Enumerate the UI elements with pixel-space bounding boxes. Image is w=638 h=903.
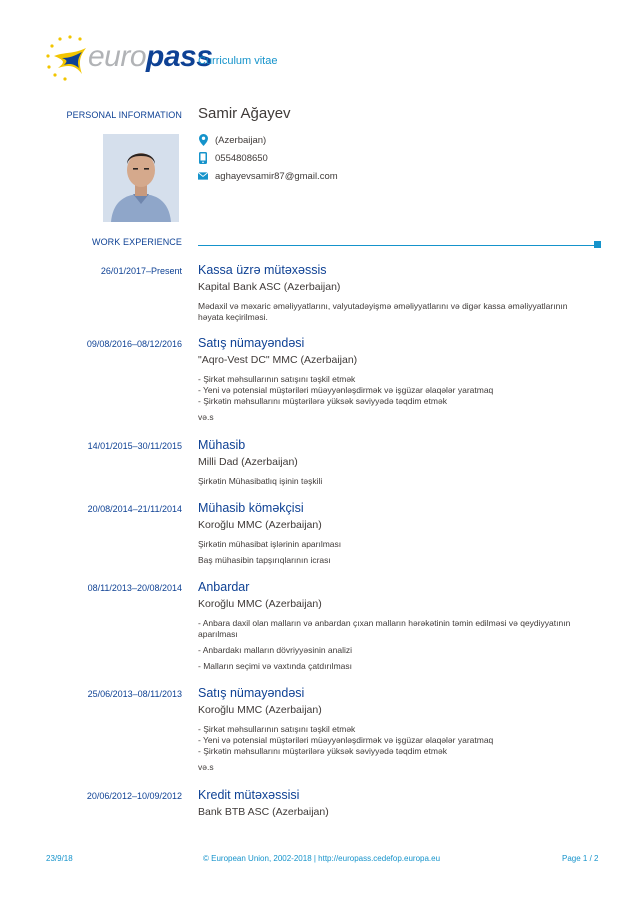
entry-date: 14/01/2015–30/11/2015 bbox=[87, 441, 182, 451]
section-divider-marker bbox=[594, 241, 601, 248]
logo-pass-text: pass bbox=[146, 40, 213, 73]
personal-information-label: PERSONAL INFORMATION bbox=[66, 110, 182, 120]
document-title: Curriculum vitae bbox=[198, 55, 278, 67]
europass-wordmark bbox=[88, 40, 212, 74]
profile-photo bbox=[103, 134, 179, 222]
desc-line: Şirkətin Mühasibatlıq işinin təşkili bbox=[198, 476, 323, 486]
footer-date: 23/9/18 bbox=[46, 854, 73, 863]
desc-line: Mədaxil və məxaric əməliyyatlarını, valyutadəyişmə əməliyyatlarını və digər kassa əməliyyatlarının bbox=[198, 301, 568, 311]
entry-date: 26/01/2017–Present bbox=[100, 266, 182, 276]
phone-text: 0554808650 bbox=[215, 152, 268, 164]
entry-date: 08/11/2013–20/08/2014 bbox=[87, 583, 182, 593]
entry-title: Kassa üzrə mütəxəssis bbox=[198, 263, 327, 277]
desc-line: - Yeni və potensial müştəriləri müəyyənləşdirmək və işgüzar əlaqələr yaratmaq bbox=[198, 735, 494, 745]
desc-line: Baş mühasibin tapşırıqlarının icrası bbox=[198, 555, 331, 565]
person-name: Samir Ağayev bbox=[198, 105, 291, 122]
entry-employer: Kapital Bank ASC (Azerbaijan) bbox=[198, 281, 341, 293]
desc-line: həyata keçirilməsi. bbox=[198, 312, 268, 322]
desc-line: - Malların seçimi və vaxtında çatdırılması bbox=[198, 661, 352, 671]
entry-date: 20/08/2014–21/11/2014 bbox=[87, 504, 182, 514]
work-experience-label: WORK EXPERIENCE bbox=[91, 237, 182, 247]
entry-employer: Koroğlu MMC (Azerbaijan) bbox=[198, 598, 322, 610]
entry-date: 09/08/2016–08/12/2016 bbox=[86, 339, 182, 349]
entry-employer: Bank BTB ASC (Azerbaijan) bbox=[198, 806, 329, 818]
desc-line: və.s bbox=[198, 412, 214, 422]
entry-date: 20/06/2012–10/09/2012 bbox=[86, 791, 182, 801]
desc-line: - Anbardakı malların dövriyyəsinin analizi bbox=[198, 645, 353, 655]
desc-line: və.s bbox=[198, 762, 214, 772]
desc-line: - Anbara daxil olan malların və anbardan çıxan malların hərəkətinin təmin edilməsi və qeydiyyatının bbox=[198, 618, 571, 628]
europass-logo bbox=[44, 34, 213, 82]
section-divider bbox=[198, 245, 594, 246]
email-text[interactable]: aghayevsamir87@gmail.com bbox=[215, 170, 338, 182]
phone-row bbox=[198, 152, 268, 164]
phone-icon bbox=[198, 152, 208, 164]
footer-copyright[interactable]: © European Union, 2002-2018 | http://europass.cedefop.europa.eu bbox=[203, 854, 441, 863]
entry-title: Kredit mütəxəssisi bbox=[198, 788, 300, 802]
entry-title: Satış nümayəndəsi bbox=[198, 686, 305, 700]
desc-line: - Şirkət məhsullarının satışını təşkil etmək bbox=[198, 724, 356, 734]
location-pin-icon bbox=[198, 134, 208, 146]
entry-date: 25/06/2013–08/11/2013 bbox=[87, 689, 182, 699]
desc-line: Şirkətin mühasibat işlərinin aparılması bbox=[198, 539, 342, 549]
email-icon bbox=[198, 170, 208, 182]
location-row bbox=[198, 134, 266, 146]
entry-description bbox=[198, 301, 598, 323]
location-text: (Azerbaijan) bbox=[215, 134, 267, 146]
desc-line: aparılması bbox=[198, 629, 238, 639]
entry-title: Anbardar bbox=[198, 580, 250, 594]
entry-description bbox=[198, 374, 598, 423]
entry-employer: Koroğlu MMC (Azerbaijan) bbox=[198, 704, 322, 716]
entry-description bbox=[198, 724, 598, 773]
entry-title: Mühasib bbox=[198, 438, 246, 452]
entry-employer: Koroğlu MMC (Azerbaijan) bbox=[198, 519, 322, 531]
entry-title: Satış nümayəndəsi bbox=[198, 336, 305, 350]
logo-euro-text: euro bbox=[88, 40, 147, 73]
entry-employer: Milli Dad (Azerbaijan) bbox=[198, 456, 298, 468]
entry-title: Mühasib köməkçisi bbox=[198, 501, 304, 515]
footer-page-number: Page 1 / 2 bbox=[562, 854, 599, 863]
entry-description bbox=[198, 539, 598, 566]
email-row bbox=[198, 170, 338, 182]
entry-description bbox=[198, 476, 598, 487]
desc-line: - Yeni və potensial müştəriləri müəyyənləşdirmək və işgüzar əlaqələr yaratmaq bbox=[198, 385, 494, 395]
desc-line: - Şirkətin məhsullarını müştərilərə yüksək səviyyədə təqdim etmək bbox=[198, 746, 447, 756]
entry-employer: "Aqro-Vest DC" MMC (Azerbaijan) bbox=[198, 354, 358, 366]
desc-line: - Şirkətin məhsullarını müştərilərə yüksək səviyyədə təqdim etmək bbox=[198, 396, 447, 406]
entry-description bbox=[198, 618, 598, 672]
desc-line: - Şirkət məhsullarının satışını təşkil etmək bbox=[198, 374, 356, 384]
